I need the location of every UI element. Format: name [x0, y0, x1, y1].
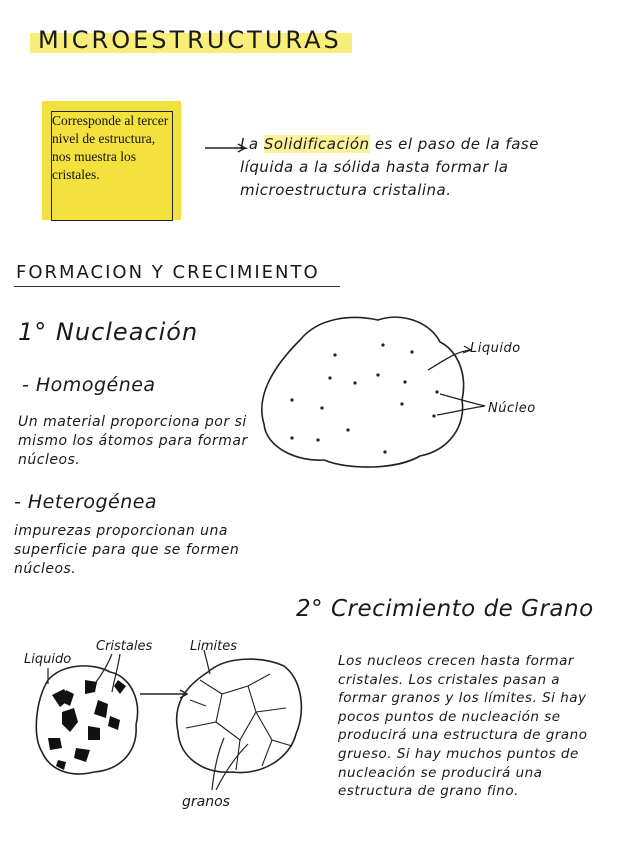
nucleation-heading: 1° Nucleación	[18, 318, 199, 346]
label-liquid: Liquido	[470, 341, 521, 356]
homogeneous-description: Un material proporciona por si mismo los átomos para formar núcleos.	[18, 414, 248, 468]
growth-description: Los nucleos crecen hasta formar cristales. Los cristales pasan a formar granos y los límites. Si hay pocos puntos de nucleación se producirá una estructura de grano grueso. Si hay muchos puntos de nucleación se producirá una estructura de grano fino.	[338, 653, 588, 800]
heterogeneous-title: - Heterogénea	[14, 491, 158, 513]
heterogeneous-description: impurezas proporcionan una superficie para que se formen núcleos.	[14, 523, 240, 577]
section-heading-formation: FORMACION Y CRECIMIENTO	[16, 262, 320, 283]
growth-heading: 2° Crecimiento de Grano	[296, 596, 594, 622]
label-liquid-2: Liquido	[24, 652, 72, 667]
sticky-note-text: Corresponde al tercer nivel de estructura, nos muestra los cristales.	[52, 113, 169, 182]
label-limits: Limites	[190, 639, 237, 654]
nucleation-diagram	[262, 317, 536, 467]
definition-highlight: Solidificación	[263, 135, 370, 153]
grains-diagram	[177, 639, 302, 810]
definition-rest: es el paso de la fase líquida a la sólida hasta formar la microestructura cristalina.	[240, 135, 539, 199]
homogeneous-title: - Homogénea	[22, 374, 156, 396]
crystals-diagram	[24, 639, 152, 774]
label-nucleus: Núcleo	[488, 401, 536, 416]
page-title: MICROESTRUCTURAS	[38, 26, 342, 54]
label-crystals: Cristales	[96, 639, 153, 654]
definition-arrow-icon	[205, 144, 245, 152]
definition-prefix: La	[240, 135, 264, 153]
process-arrow-icon	[140, 690, 187, 698]
label-grains: granos	[182, 794, 230, 810]
